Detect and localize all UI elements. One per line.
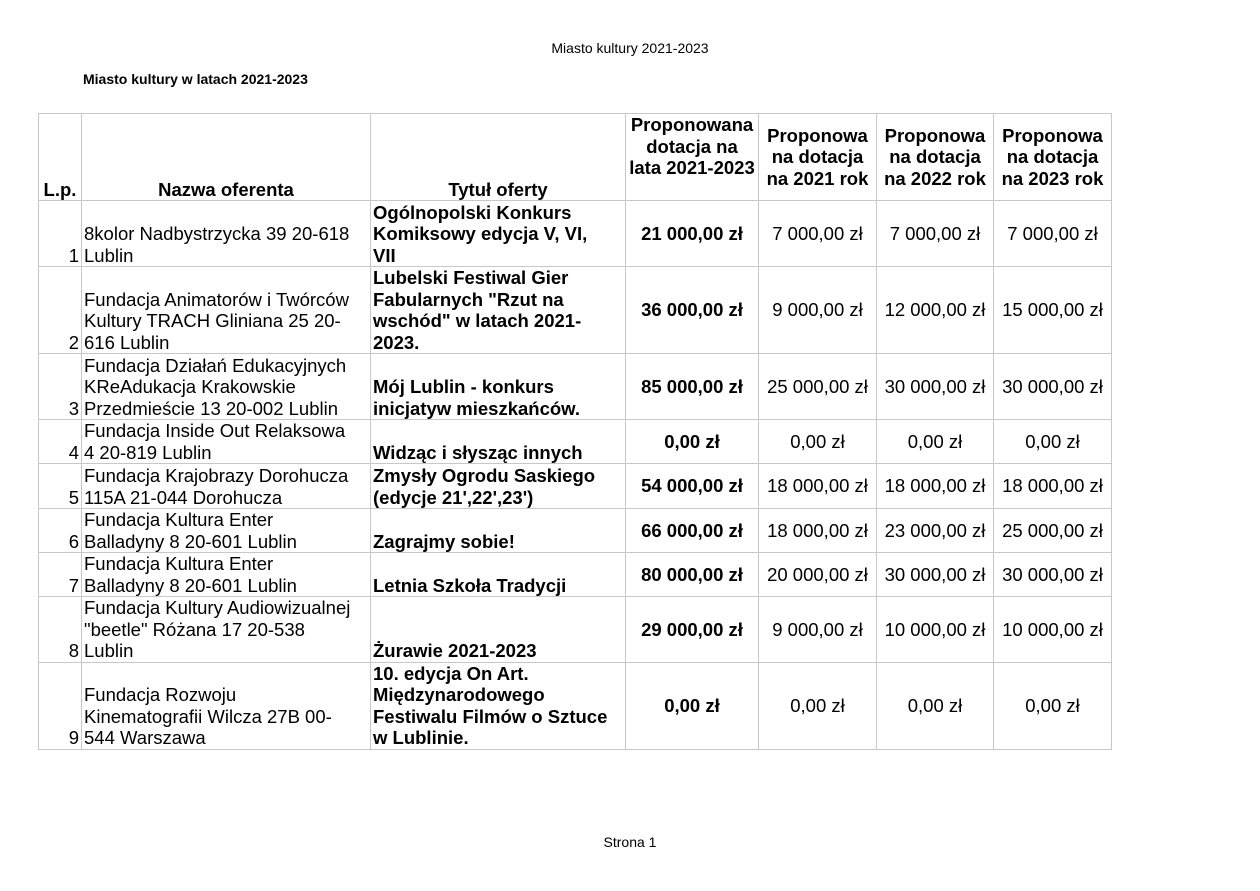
applicant-name: Fundacja Kultura Enter Balladyny 8 20-601 Lublin — [82, 553, 371, 597]
grant-2023: 0,00 zł — [994, 662, 1112, 749]
grant-2021: 0,00 zł — [759, 662, 877, 749]
table-row — [39, 201, 1112, 267]
total-grant: 29 000,00 zł — [626, 597, 759, 663]
offer-title: Ogólnopolski Konkurs Komiksowy edycja V, VI, VII — [371, 201, 626, 267]
grant-2021: 25 000,00 zł — [759, 354, 877, 420]
grant-2023: 0,00 zł — [994, 420, 1112, 464]
table-row — [39, 267, 1112, 354]
total-grant: 85 000,00 zł — [626, 354, 759, 420]
col-header-2023: Proponowa na dotacja na 2023 rok — [994, 114, 1112, 201]
table-row — [39, 464, 1112, 509]
grant-2023: 15 000,00 zł — [994, 267, 1112, 354]
row-number: 5 — [39, 464, 82, 509]
table-row — [39, 509, 1112, 553]
total-grant: 0,00 zł — [626, 420, 759, 464]
grants-table — [38, 113, 1112, 750]
applicant-name: 8kolor Nadbystrzycka 39 20-618 Lublin — [82, 201, 371, 267]
col-header-2022: Proponowa na dotacja na 2022 rok — [877, 114, 994, 201]
grant-2022: 30 000,00 zł — [877, 354, 994, 420]
applicant-name: Fundacja Inside Out Relaksowa 4 20-819 Lublin — [82, 420, 371, 464]
grant-2021: 9 000,00 zł — [759, 267, 877, 354]
table-row — [39, 420, 1112, 464]
offer-title: Letnia Szkoła Tradycji — [371, 553, 626, 597]
applicant-name: Fundacja Krajobrazy Dorohucza 115A 21-044 Dorohucza — [82, 464, 371, 509]
grant-2021: 18 000,00 zł — [759, 464, 877, 509]
grant-2022: 23 000,00 zł — [877, 509, 994, 553]
total-grant: 54 000,00 zł — [626, 464, 759, 509]
col-header-2021: Proponowa na dotacja na 2021 rok — [759, 114, 877, 201]
total-grant: 66 000,00 zł — [626, 509, 759, 553]
row-number: 3 — [39, 354, 82, 420]
grant-2021: 9 000,00 zł — [759, 597, 877, 663]
document-subtitle: Miasto kultury w latach 2021-2023 — [83, 71, 308, 87]
grant-2022: 10 000,00 zł — [877, 597, 994, 663]
row-number: 7 — [39, 553, 82, 597]
col-header-lp: L.p. — [39, 114, 82, 201]
grant-2022: 12 000,00 zł — [877, 267, 994, 354]
row-number: 2 — [39, 267, 82, 354]
grant-2022: 18 000,00 zł — [877, 464, 994, 509]
offer-title: Mój Lublin - konkurs inicjatyw mieszkańców. — [371, 354, 626, 420]
row-number: 9 — [39, 662, 82, 749]
applicant-name: Fundacja Działań Edukacyjnych KReAdukacja Krakowskie Przedmieście 13 20-002 Lublin — [82, 354, 371, 420]
applicant-name: Fundacja Rozwoju Kinematografii Wilcza 27B 00- 544 Warszawa — [82, 662, 371, 749]
offer-title: Zagrajmy sobie! — [371, 509, 626, 553]
col-header-title: Tytuł oferty — [371, 114, 626, 201]
grant-2021: 20 000,00 zł — [759, 553, 877, 597]
col-header-total: Proponowana dotacja na lata 2021-2023 — [626, 114, 759, 201]
applicant-name: Fundacja Kultury Audiowizualnej "beetle" Różana 17 20-538 Lublin — [82, 597, 371, 663]
offer-title: Widząc i słysząc innych — [371, 420, 626, 464]
row-number: 6 — [39, 509, 82, 553]
grant-2021: 0,00 zł — [759, 420, 877, 464]
offer-title: Żurawie 2021-2023 — [371, 597, 626, 663]
grant-2023: 25 000,00 zł — [994, 509, 1112, 553]
total-grant: 36 000,00 zł — [626, 267, 759, 354]
table-row — [39, 354, 1112, 420]
offer-title: 10. edycja On Art. Międzynarodowego Festiwalu Filmów o Sztuce w Lublinie. — [371, 662, 626, 749]
total-grant: 21 000,00 zł — [626, 201, 759, 267]
grant-2022: 7 000,00 zł — [877, 201, 994, 267]
grant-2022: 0,00 zł — [877, 420, 994, 464]
table-header-row — [39, 114, 1112, 201]
grant-2022: 0,00 zł — [877, 662, 994, 749]
grant-2023: 7 000,00 zł — [994, 201, 1112, 267]
page-header: Miasto kultury 2021-2023 — [551, 40, 709, 56]
grant-2021: 7 000,00 zł — [759, 201, 877, 267]
col-header-name: Nazwa oferenta — [82, 114, 371, 201]
grant-2023: 30 000,00 zł — [994, 354, 1112, 420]
row-number: 4 — [39, 420, 82, 464]
grant-2021: 18 000,00 zł — [759, 509, 877, 553]
table-row — [39, 662, 1112, 749]
total-grant: 0,00 zł — [626, 662, 759, 749]
row-number: 8 — [39, 597, 82, 663]
table-row — [39, 597, 1112, 663]
grant-2022: 30 000,00 zł — [877, 553, 994, 597]
applicant-name: Fundacja Kultura Enter Balladyny 8 20-601 Lublin — [82, 509, 371, 553]
row-number: 1 — [39, 201, 82, 267]
page-footer: Strona 1 — [603, 834, 657, 850]
grant-2023: 10 000,00 zł — [994, 597, 1112, 663]
table-row — [39, 553, 1112, 597]
offer-title: Zmysły Ogrodu Saskiego (edycje 21',22',23') — [371, 464, 626, 509]
grant-2023: 18 000,00 zł — [994, 464, 1112, 509]
total-grant: 80 000,00 zł — [626, 553, 759, 597]
offer-title: Lubelski Festiwal Gier Fabularnych "Rzut na wschód" w latach 2021- 2023. — [371, 267, 626, 354]
grant-2023: 30 000,00 zł — [994, 553, 1112, 597]
applicant-name: Fundacja Animatorów i Twórców Kultury TRACH Gliniana 25 20- 616 Lublin — [82, 267, 371, 354]
